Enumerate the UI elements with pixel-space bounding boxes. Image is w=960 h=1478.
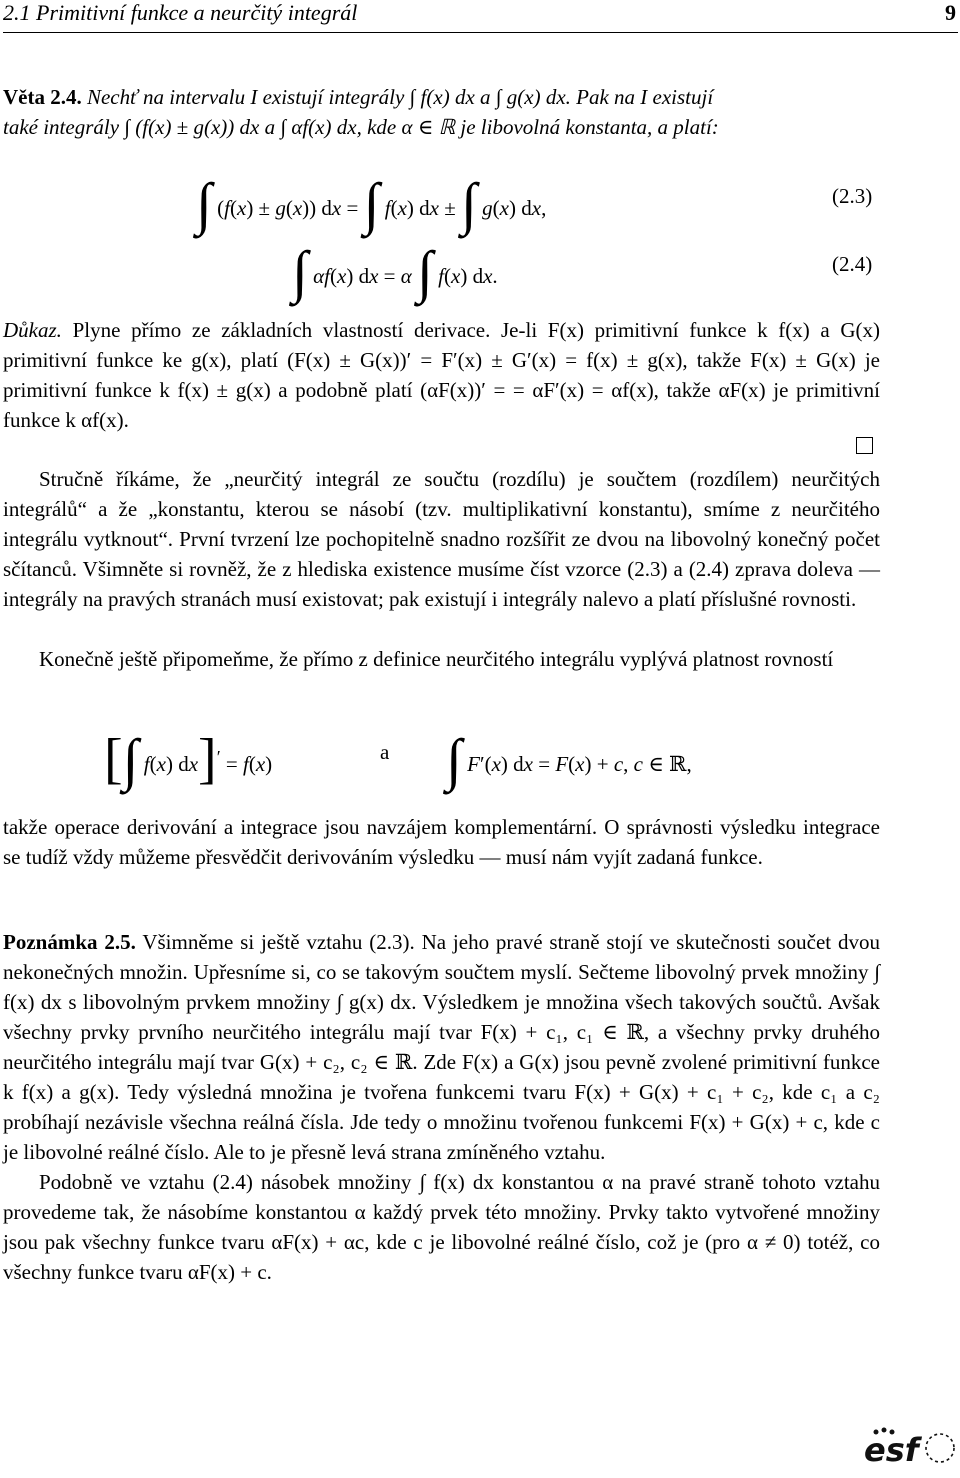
display-equation-connector: a (380, 740, 390, 764)
equation-2-4: ∫ αf(x) dx = α ∫ f(x) dx. (292, 239, 498, 304)
remark-label: Poznámka 2.5. (3, 930, 136, 954)
paragraph-2-text: Konečně ještě připomeňme, že přímo z definice neurčitého integrálu vyplývá platnost rovností (39, 647, 834, 671)
paragraph-3 (3, 812, 880, 872)
theorem-text-1: Nechť na intervalu I existují integrály ∫ f(x) dx a ∫ g(x) dx. Pak na I existují (86, 85, 714, 109)
paragraph-3-text: takže operace derivování a integrace jsou navzájem komplementární. O správnosti výsledku integrace se tudíž vždy můžeme přesvědčit derivováním výsledku — musí nám vyjít zadaná funkce. (3, 815, 880, 869)
page-number: 9 (945, 0, 956, 25)
equation-2-4-number: (2.4) (832, 252, 873, 276)
paragraph-1-text: Stručně říkáme, že „neurčitý integrál ze součtu (rozdílu) je součtem (rozdílem) neurčitých integrálů“ a že „konstantu, kterou se násobí (tzv. multiplikativní konstantu), smíme z neurčitého integrálu vytknout“. První tvrzení lze pochopitelně snadno rozšířit ze dvou na libovolný konečný počet sčítanců. Všimněte si rovněž, že z hlediska existence musíme číst vzorce (2.3) a (2.4) zprava doleva — integrály na pravých stranách musí existovat; pak existují i integrály nalevo a platí příslušné rovnosti. (3, 467, 880, 611)
theorem-line-1 (3, 82, 880, 112)
logo-text: esf (864, 1431, 919, 1469)
qed-box-icon (856, 437, 873, 454)
proof (3, 315, 880, 435)
paragraph-2 (3, 644, 880, 674)
display-equation-integral-of-derivative: ∫ F′(x) dx = F(x) + c, c ∈ ℝ, (446, 727, 692, 792)
equation-2-3: ∫ (f(x) ± g(x)) dx = ∫ f(x) dx ± ∫ g(x) dx, (196, 171, 547, 236)
theorem-label: Věta 2.4. (3, 85, 82, 109)
theorem-line-2: také integrály ∫ (f(x) ± g(x)) dx a ∫ αf(x) dx, kde α ∈ ℝ je libovolná konstanta, a platí: (3, 115, 719, 139)
proof-text (3, 315, 880, 435)
section-title: 2.1 Primitivní funkce a neurčitý integrál (3, 0, 358, 25)
esf-logo (858, 1426, 958, 1472)
proof-label: Důkaz. (3, 318, 62, 342)
running-header (3, 0, 958, 33)
remark-2-5 (3, 927, 880, 1287)
remark-paragraph-2: Podobně ve vztahu (2.4) násobek množiny ∫ f(x) dx konstantou α na pravé straně tohoto vztahu provedeme tak, že násobíme konstantou α každý prvek této množiny. Prvky takto vytvořené množiny jsou pak všechny funkce tvaru αF(x) + αc, kde c je libovolné reálné číslo, což je (pro α ≠ 0) totéž, co všechny funkce tvaru αF(x) + c. (3, 1170, 880, 1284)
theorem-2-4 (3, 82, 880, 142)
remark-text-1: Všimněme si ještě vztahu (2.3). Na jeho pravé straně stojí ve skutečnosti součet dvou nekonečných množin. Upřesníme si, co se takovým součtem myslí. Sečteme libovolný prvek množiny ∫ f(x) dx s libovolným prvkem množiny ∫ g(x) dx. Výsledkem je množina všech takových součtů. Avšak všechny prvky prvního neurčitého integrálu mají tvar F(x) + c₁, c₁ ∈ ℝ, a všechny prvky druhého neurčitého integrálu mají tvar G(x) + c₂, c₂ ∈ ℝ. Zde F(x) a G(x) jsou pevně zvolené primitivní funkce k f(x) a g(x). Tedy výsledná množina je tvořena funkcemi tvaru F(x) + G(x) + c₁ + c₂, kde c₁ a c₂ probíhají nezávisle všechna reálná čísla. Jde tedy o množinu tvořenou funkcemi F(x) + G(x) + c, kde c je libovolné reálné číslo. Ale to je přesně levá strana zmíněného vztahu. (3, 930, 880, 1164)
remark-paragraph-1 (3, 927, 880, 1167)
proof-body: Plyne přímo ze základních vlastností derivace. Je-li F(x) primitivní funkce k f(x) a G(x) primitivní funkce ke g(x), platí (F(x) ± G(x))′ = F′(x) ± G′(x) = f(x) ± g(x), takže F(x) ± G(x) je primitivní funkce k f(x) ± g(x) a podobně platí (αF(x))′ = = αF′(x) = αf(x), takže αF(x) je primitivní funkce k αf(x). (3, 318, 881, 432)
equation-2-3-number: (2.3) (832, 184, 873, 208)
paragraph-1 (3, 464, 880, 614)
display-equation-derivative-integral: [∫ f(x) dx]′ = f(x) (104, 727, 273, 792)
